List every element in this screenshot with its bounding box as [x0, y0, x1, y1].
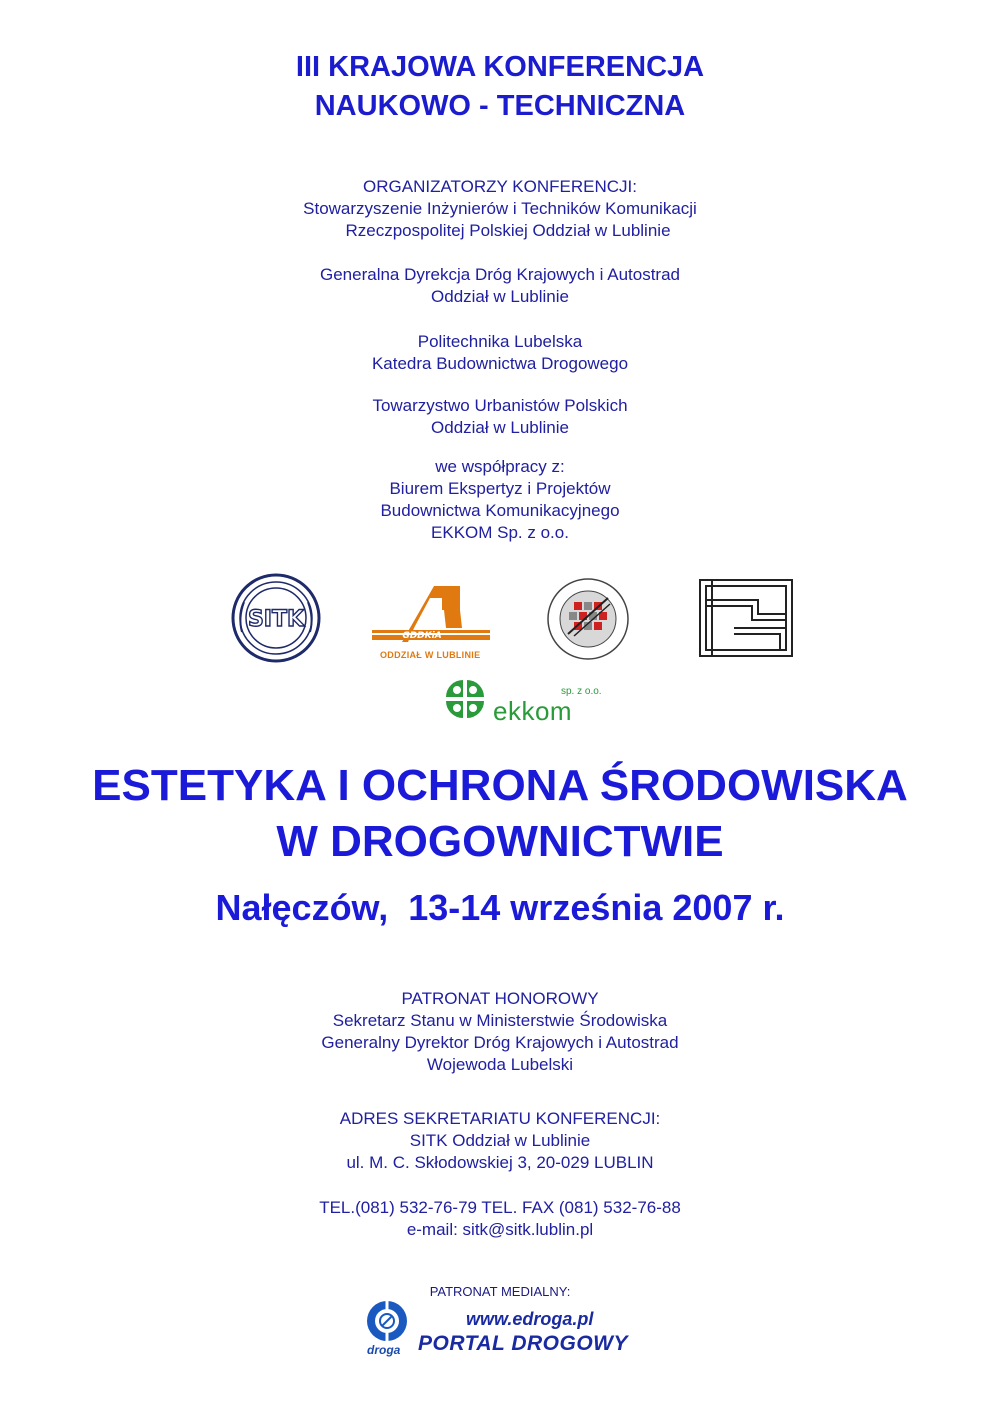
gddkia-logo-subtitle: ODDZIAŁ W LUBLINIE: [380, 650, 481, 660]
organizer-gddkia: [0, 264, 1000, 308]
main-title-line-1: ESTETYKA I OCHRONA ŚRODOWISKA: [92, 761, 908, 810]
edroga-url[interactable]: www.edroga.pl: [466, 1309, 594, 1329]
honorary-patronage: [0, 988, 1000, 1076]
organizer-tup-line-2: Oddział w Lublinie: [431, 418, 569, 437]
organizer-tup: [0, 395, 1000, 439]
organizer-sitk-line-1: Stowarzyszenie Inżynierów i Techników Komunikacji: [303, 199, 697, 218]
sitk-logo: [230, 572, 322, 664]
cooperation-line-2: Budownictwa Komunikacyjnego: [380, 501, 620, 520]
gddkia-logo: [372, 582, 490, 650]
organizer-politechnika-line-2: Katedra Budownictwa Drogowego: [371, 354, 629, 373]
email-address: e-mail: sitk@sitk.lublin.pl: [406, 1220, 594, 1239]
conference-header-line-2: NAUKOWO - TECHNICZNA: [314, 90, 686, 122]
organizer-politechnika: [0, 331, 1000, 375]
address-line-2: ul. M. C. Skłodowskiej 3, 20-029 LUBLIN: [346, 1153, 654, 1172]
conference-header-line-1: III KRAJOWA KONFERENCJA: [295, 51, 705, 83]
organizer-tup-line-1: Towarzystwo Urbanistów Polskich: [372, 396, 628, 415]
gddkia-logo-text: GDDKiA: [402, 631, 442, 641]
organizers-heading: ORGANIZATORZY KONFERENCJI:: [363, 177, 637, 196]
main-title: [0, 758, 1000, 870]
address-heading: ADRES SEKRETARIATU KONFERENCJI:: [339, 1109, 661, 1128]
address-line-1: SITK Oddział w Lublinie: [409, 1131, 591, 1150]
tup-logo: [698, 578, 794, 658]
organizers-section: [0, 176, 1000, 242]
patronage-line-2: Generalny Dyrektor Dróg Krajowych i Autostrad: [321, 1033, 679, 1052]
droga-logo-mark: [364, 1298, 410, 1344]
phone-fax: TEL.(081) 532-76-79 TEL. FAX (081) 532-76-88: [319, 1198, 681, 1217]
main-title-line-2: W DROGOWNICTWIE: [276, 817, 724, 866]
secretariat-address: [0, 1108, 1000, 1174]
organizer-sitk-line-2: Rzeczpospolitej Polskiej Oddział w Lublinie: [345, 221, 671, 240]
ekkom-logo-mark: [440, 676, 490, 722]
sitk-logo-text: SITK: [247, 607, 305, 632]
patronage-line-3: Wojewoda Lubelski: [426, 1055, 574, 1074]
contact-info: [0, 1197, 1000, 1241]
organizer-gddkia-line-1: Generalna Dyrekcja Dróg Krajowych i Autostrad: [320, 265, 680, 284]
ekkom-logo-text: ekkom: [493, 696, 573, 726]
cooperation-line-3: EKKOM Sp. z o.o.: [431, 523, 569, 542]
droga-logo-text: droga: [367, 1343, 401, 1357]
organizer-gddkia-line-2: Oddział w Lublinie: [431, 287, 569, 306]
portal-drogowy-text: PORTAL DROGOWY: [418, 1332, 629, 1355]
patronage-line-1: Sekretarz Stanu w Ministerstwie Środowiska: [332, 1011, 668, 1030]
media-patronage-label: PATRONAT MEDIALNY:: [429, 1284, 571, 1299]
conference-header: [0, 48, 1000, 126]
cooperation-section: [0, 456, 1000, 544]
cooperation-line-1: Biurem Ekspertyz i Projektów: [389, 479, 611, 498]
politechnika-logo: [540, 576, 636, 662]
patronage-heading: PATRONAT HONOROWY: [401, 989, 599, 1008]
event-date: Nałęczów, 13-14 września 2007 r.: [215, 887, 785, 928]
organizer-politechnika-line-1: Politechnika Lubelska: [417, 332, 583, 351]
ekkom-logo-subtitle: sp. z o.o.: [561, 686, 602, 697]
cooperation-heading: we współpracy z:: [435, 457, 565, 476]
